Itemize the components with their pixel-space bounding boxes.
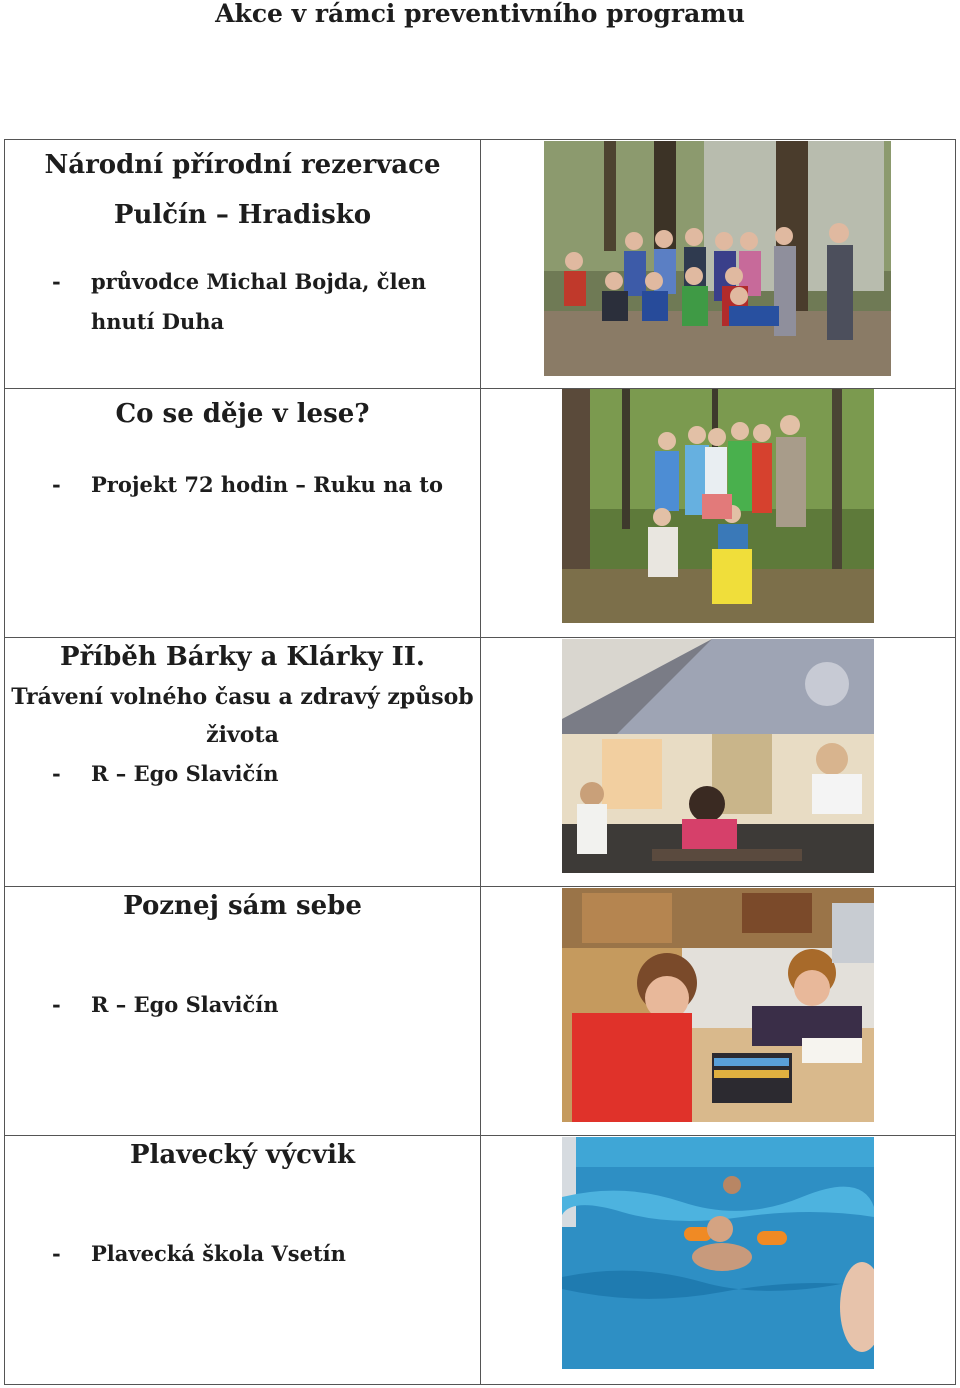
event-text-cell xyxy=(5,887,481,1136)
swimming-pool-photo xyxy=(562,1137,874,1369)
event-photo-cell xyxy=(481,140,956,389)
event-text-cell xyxy=(5,389,481,638)
event-detail-text: R – Ego Slavičín xyxy=(91,761,279,786)
event-detail-text: R – Ego Slavičín xyxy=(91,992,279,1017)
kids-drawing-photo xyxy=(562,888,874,1122)
event-title: Pulčín – Hradisko xyxy=(113,200,372,230)
event-title: Co se děje v lese? xyxy=(115,399,370,429)
page-title: Akce v rámci preventivního programu xyxy=(215,0,745,28)
events-table xyxy=(4,139,956,1385)
table-row xyxy=(5,638,956,887)
event-detail xyxy=(5,985,480,1025)
event-detail xyxy=(5,465,480,505)
event-detail-text: Projekt 72 hodin – Ruku na to xyxy=(91,472,443,497)
event-title: Národní přírodní rezervace xyxy=(44,150,441,180)
event-detail-text: Plavecká škola Vsetín xyxy=(91,1241,346,1266)
group-photo-forest xyxy=(544,141,891,376)
event-photo-cell xyxy=(481,1136,956,1385)
event-title: Příběh Bárky a Klárky II. xyxy=(60,642,425,672)
event-title: Plavecký výcvik xyxy=(130,1140,355,1170)
event-photo-cell xyxy=(481,389,956,638)
table-row xyxy=(5,887,956,1136)
event-text-cell xyxy=(5,1136,481,1385)
event-subtitle: Trávení volného času a zdravý způsob xyxy=(11,684,474,710)
bullet-dash: - xyxy=(52,992,61,1017)
table-row xyxy=(5,1136,956,1385)
event-detail xyxy=(5,1234,480,1274)
bullet-dash: - xyxy=(52,761,61,786)
table-row xyxy=(5,140,956,389)
bullet-dash: - xyxy=(52,269,61,294)
group-photo-woods xyxy=(562,389,874,623)
event-title: Poznej sám sebe xyxy=(123,891,362,921)
classroom-mural-photo xyxy=(562,639,874,873)
table-row xyxy=(5,389,956,638)
event-detail xyxy=(5,754,480,794)
event-photo-cell xyxy=(481,638,956,887)
bullet-dash: - xyxy=(52,1241,61,1266)
event-detail xyxy=(5,262,480,342)
event-photo-cell xyxy=(481,887,956,1136)
event-text-cell xyxy=(5,638,481,887)
event-text-cell xyxy=(5,140,481,389)
event-subtitle: života xyxy=(206,722,279,748)
event-detail-text: průvodce Michal Bojda, člen hnutí Duha xyxy=(91,269,427,334)
bullet-dash: - xyxy=(52,472,61,497)
